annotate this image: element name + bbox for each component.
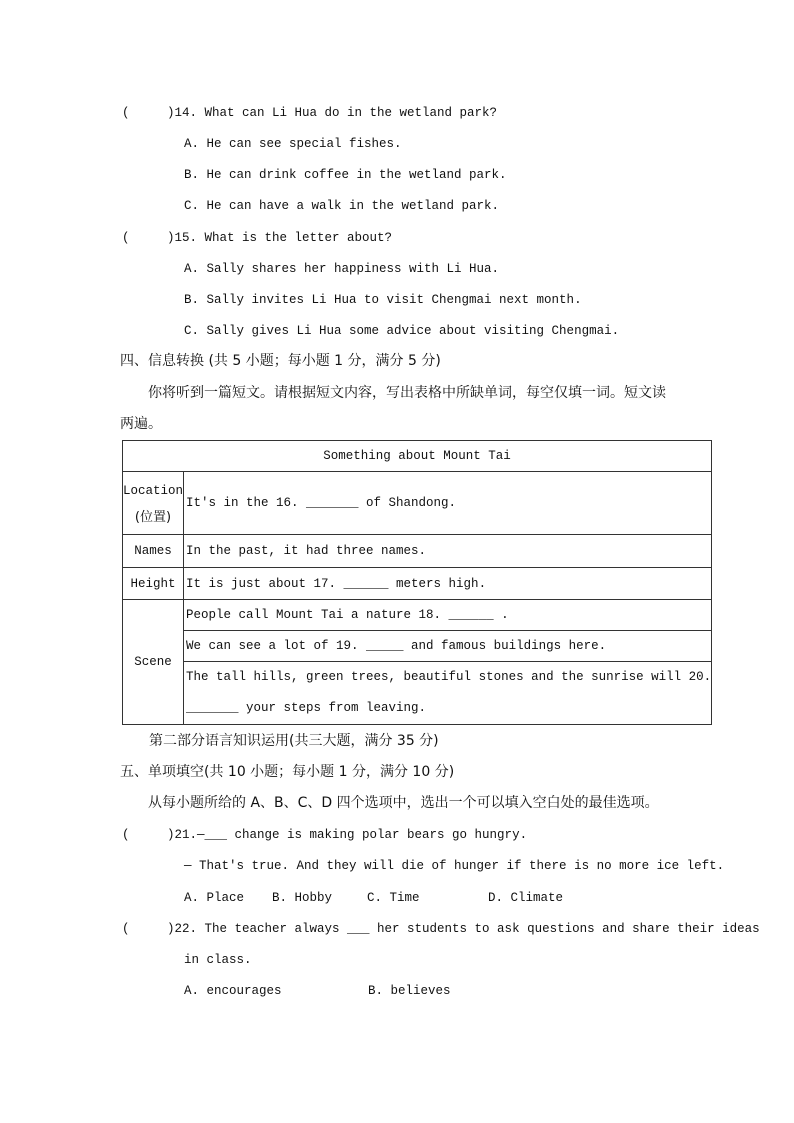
height-label: Height (123, 568, 184, 600)
question-21-option-a: A. Place (184, 891, 245, 905)
question-22-stem: ( )22. The teacher always ___ her students to ask questions and share their ideas (122, 922, 760, 936)
question-22-option-b: B. believes (368, 984, 451, 998)
question-22-option-a: A. encourages (184, 984, 282, 998)
part-2-heading: 第二部分语言知识运用(共三大题，满分 35 分) (149, 733, 439, 749)
section-4-instruction-line2: 两遍。 (120, 416, 162, 432)
scene-value-20-cell (184, 662, 712, 725)
question-14-option-a: A. He can see special fishes. (184, 137, 402, 151)
scene-value-19: We can see a lot of 19. _____ and famous buildings here. (184, 631, 712, 662)
question-15-option-c: C. Sally gives Li Hua some advice about visiting Chengmai. (184, 324, 620, 338)
question-14-option-c: C. He can have a walk in the wetland park. (184, 199, 500, 213)
question-22-stem-continued: in class. (184, 953, 252, 967)
question-21-option-c: C. Time (367, 891, 420, 905)
section-5-instruction: 从每小题所给的 A、B、C、D 四个选项中，选出一个可以填入空白处的最佳选项。 (148, 795, 659, 811)
scene-label: Scene (123, 600, 184, 725)
question-21-option-d: D. Climate (488, 891, 564, 905)
height-value: It is just about 17. ______ meters high. (184, 568, 712, 600)
scene-value-18: People call Mount Tai a nature 18. ______ . (184, 600, 712, 631)
section-5-heading: 五、单项填空(共 10 小题；每小题 1 分，满分 10 分) (120, 764, 455, 780)
question-15-option-b: B. Sally invites Li Hua to visit Chengmai next month. (184, 293, 582, 307)
names-value: In the past, it had three names. (184, 535, 712, 568)
question-14-option-b: B. He can drink coffee in the wetland park. (184, 168, 507, 182)
location-value: It's in the 16. _______ of Shandong. (184, 472, 712, 535)
location-label-cell (123, 472, 184, 535)
names-label: Names (123, 535, 184, 568)
question-21-option-b: B. Hobby (272, 891, 333, 905)
question-15-stem: ( )15. What is the letter about? (122, 231, 393, 245)
question-15-option-a: A. Sally shares her happiness with Li Hua. (184, 262, 500, 276)
section-4-heading: 四、信息转换 (共 5 小题；每小题 1 分，满分 5 分) (120, 353, 441, 369)
question-21-reply: — That's true. And they will die of hunger if there is no more ice left. (184, 859, 725, 873)
question-14-stem: ( )14. What can Li Hua do in the wetland park? (122, 106, 498, 120)
scene-value-20-line2: _______ your steps from leaving. (186, 701, 427, 715)
scene-value-20-line1: The tall hills, green trees, beautiful stones and the sunrise will 20. (186, 670, 712, 684)
location-label-cn: (位置) (134, 510, 172, 525)
table-title: Something about Mount Tai (123, 441, 712, 472)
location-label: Location (123, 484, 184, 498)
question-21-stem: ( )21.—___ change is making polar bears go hungry. (122, 828, 528, 842)
info-table (122, 440, 712, 725)
section-4-instruction-line1: 你将听到一篇短文。请根据短文内容，写出表格中所缺单词，每空仅填一词。短文读 (148, 385, 666, 401)
